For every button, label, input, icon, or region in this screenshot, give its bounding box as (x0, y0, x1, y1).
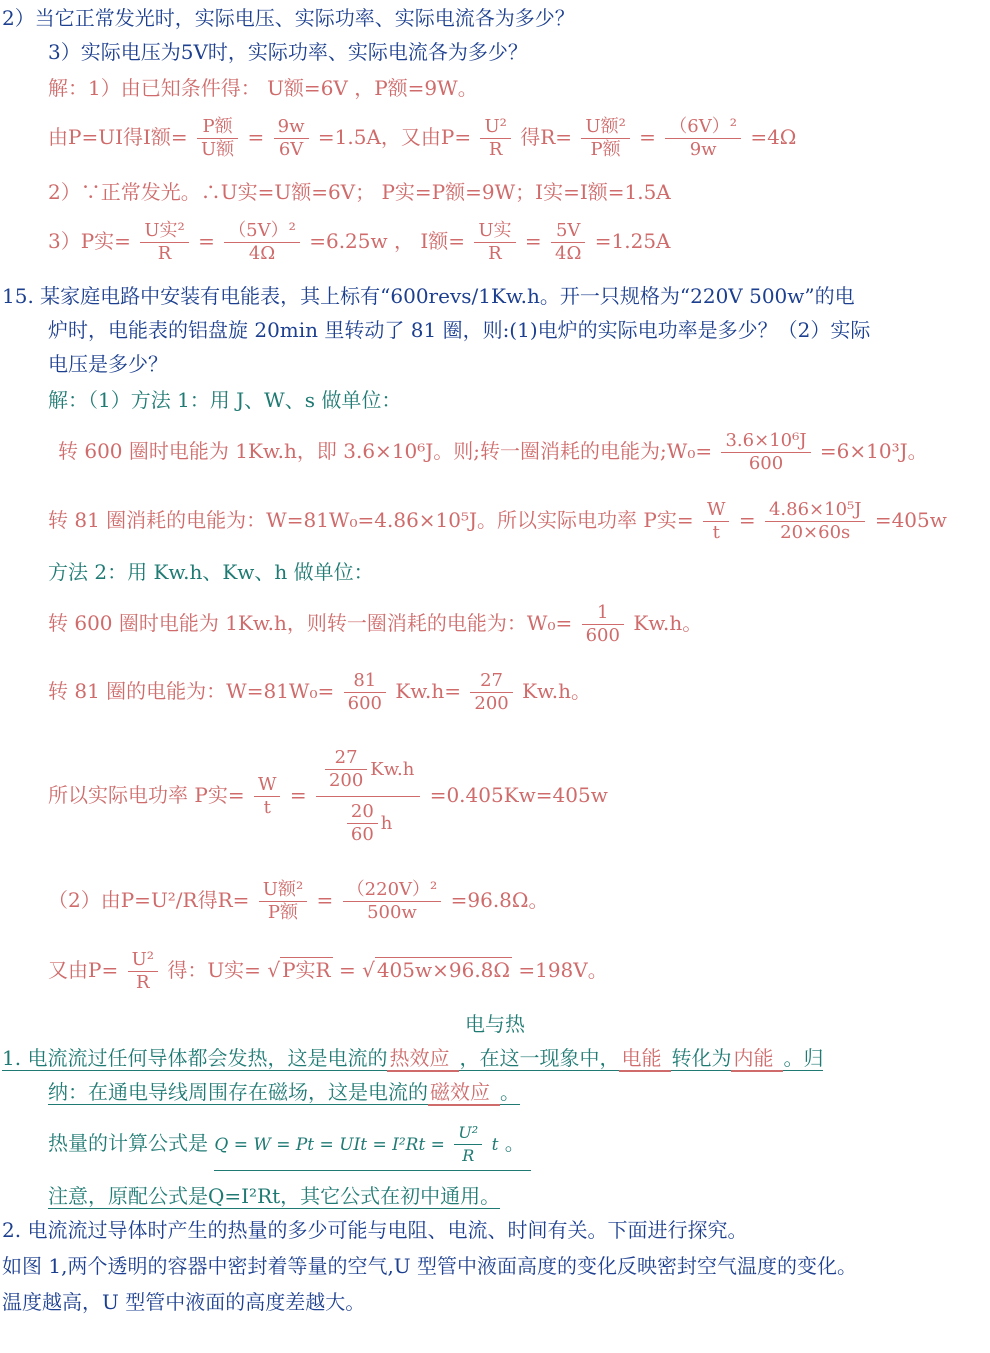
question-line: 2）当它正常发光时，实际电压、实际功率、实际电流各为多少？ (2, 6, 575, 30)
unit: h (380, 813, 393, 834)
numerator: 27 (480, 670, 504, 691)
note: 注意，原配公式是Q=I²Rt，其它公式在初中通用。 (48, 1184, 501, 1208)
denominator: 200 (470, 692, 512, 715)
numerator: 5V (555, 220, 581, 241)
denominator: R (140, 242, 188, 265)
solution-line (48, 664, 591, 718)
text: 纳：在通电导线周围存在磁场，这是电流的 (48, 1080, 428, 1104)
text: 得R= (520, 125, 573, 149)
text: 。 (504, 1131, 525, 1155)
answer-blank: 热效应 (387, 1046, 459, 1072)
denominator: 4Ω (224, 242, 300, 265)
denominator: 600 (721, 452, 810, 475)
sqrt-content: 405w×96.8Ω (376, 958, 510, 982)
numerator: （220V）² (346, 879, 438, 900)
text: 由P=UI得I额= (48, 125, 188, 149)
denominator: U额 (197, 138, 238, 161)
question-line: 电压是多少？ (48, 352, 168, 376)
fraction (259, 879, 307, 924)
text: （2）由P=U²/R得R= (48, 888, 250, 912)
fraction (474, 220, 515, 265)
text: = (524, 229, 542, 253)
denominator: 60 (347, 823, 378, 846)
numerator: 1 (597, 602, 609, 623)
answer-blank: 内能 (731, 1046, 783, 1072)
numerator: 27 (334, 747, 358, 768)
fraction (551, 220, 585, 265)
text: 转 600 圈时电能为 1Kw.h，则转一圈消耗的电能为：W₀= (48, 611, 573, 635)
fraction (470, 670, 512, 715)
fraction (582, 602, 624, 647)
formula-t: t (491, 1135, 499, 1155)
denominator: t (703, 521, 730, 544)
question-line: 15. 某家庭电路中安装有电能表，其上标有“600revs/1Kw.h。开一只规格为“220V 500w”的电 (2, 284, 855, 308)
fraction (140, 220, 188, 265)
fraction (480, 116, 510, 161)
denominator: R (474, 242, 515, 265)
text: 得：U实= (167, 958, 261, 982)
text: = (289, 783, 307, 807)
note-line (48, 1184, 500, 1208)
fraction (581, 116, 629, 161)
method-title: 方法 2：用 Kw.h、Kw、h 做单位： (48, 560, 374, 584)
denominator: R (128, 971, 158, 994)
question-line (2, 1046, 823, 1072)
text: = (738, 508, 756, 532)
formula: Q = W = Pt = UIt = I²Rt = (214, 1135, 445, 1155)
fraction (665, 116, 741, 161)
text: Kw.h= (395, 679, 462, 703)
question-line: 炉时，电能表的铝盘旋 20min 里转动了 81 圈，则:(1)电炉的实际电功率是多少？（2）实际 (48, 318, 871, 342)
formula-line (48, 1118, 531, 1171)
solution-line (48, 730, 608, 860)
section-heading: 电与热 (465, 1012, 525, 1036)
question-line: 3）实际电压为5V时，实际功率、实际电流各为多少？ (48, 40, 528, 64)
text: =405w (874, 508, 947, 532)
fraction (128, 949, 158, 994)
denominator: 500w (343, 901, 442, 924)
fraction (721, 430, 810, 475)
text: 。归 (783, 1046, 824, 1070)
unit: Kw.h (370, 759, 415, 780)
text: ，在这一现象中， (459, 1046, 620, 1070)
denominator: 600 (344, 692, 386, 715)
fraction (325, 747, 367, 792)
numerator: P额 (202, 116, 233, 137)
formula-underline (214, 1118, 530, 1171)
denominator: 20×60s (765, 521, 866, 544)
text: 3）P实= (48, 229, 131, 253)
text: =1.25A (594, 229, 671, 253)
solution-line (48, 942, 608, 998)
text: =4Ω (750, 125, 797, 149)
formula-label: 热量的计算公式是 (48, 1131, 208, 1155)
text: 所以实际电功率 P实= (48, 783, 245, 807)
text: =0.405Kw=405w (429, 783, 608, 807)
text: 转 81 圈的电能为：W=81W₀= (48, 679, 335, 703)
answer-blank: 电能 (619, 1046, 671, 1072)
denominator: 600 (582, 624, 624, 647)
solution-line: 解：1）由已知条件得： U额=6V ，P额=9W。 (48, 76, 478, 100)
numerator: U额² (262, 879, 304, 900)
numerator: 9w (277, 116, 305, 137)
numerator: U² (131, 949, 154, 970)
numerator: U² (458, 1123, 479, 1142)
text: 。 (500, 1080, 520, 1104)
fraction (197, 116, 238, 161)
question-line: 如图 1,两个透明的容器中密封着等量的空气,U 型管中液面高度的变化反映密封空气温度的变化。 (2, 1254, 858, 1278)
text: 转 81 圈消耗的电能为：W=81W₀=4.86×10⁵J。所以实际电功率 P实= (48, 508, 694, 532)
text: 又由P= (48, 958, 119, 982)
compound-numerator (316, 747, 420, 796)
question-line: 2. 电流流过导体时产生的热量的多少可能与电阻、电流、时间有关。下面进行探究。 (2, 1218, 748, 1242)
numerator: 4.86×10⁵J (768, 499, 862, 520)
text: = (338, 958, 356, 982)
text: =6×10³J。 (819, 439, 928, 463)
sqrt-sign: √ (362, 958, 375, 982)
numerator: U实² (144, 220, 185, 241)
text: = (639, 125, 656, 149)
compound-fraction (316, 747, 420, 846)
denominator: 4Ω (551, 242, 585, 265)
text: Kw.h。 (522, 679, 592, 703)
denominator: R (454, 1144, 482, 1167)
fraction (254, 774, 281, 819)
numerator: U² (484, 116, 507, 137)
numerator: （5V）² (228, 220, 296, 241)
sqrt-content: P实R (282, 958, 331, 982)
solution-line (48, 216, 671, 266)
numerator: 3.6×10⁶J (725, 430, 807, 451)
fraction (344, 670, 386, 715)
answer-blank: 磁效应 (428, 1080, 500, 1106)
text: = (247, 125, 265, 149)
denominator: 9w (665, 138, 741, 161)
numerator: W (257, 774, 277, 795)
fraction (224, 220, 300, 265)
sqrt-sign: √ (267, 958, 281, 982)
fraction (703, 499, 730, 544)
text: =1.5A，又由P= (317, 125, 472, 149)
denominator: P额 (259, 901, 307, 924)
compound-denominator (316, 796, 420, 846)
fraction (347, 801, 378, 846)
question-line: 温度越高，U 型管中液面的高度差越大。 (2, 1290, 366, 1314)
solution-line (58, 424, 928, 478)
denominator: R (480, 138, 510, 161)
numerator: （6V）² (669, 116, 737, 137)
method-title: 解：（1）方法 1：用 J、W、s 做单位： (48, 388, 402, 412)
text: Kw.h。 (633, 611, 703, 635)
denominator: t (254, 796, 281, 819)
text: = (316, 888, 334, 912)
question-line (48, 1080, 520, 1106)
solution-line (48, 872, 548, 928)
denominator: 6V (274, 138, 309, 161)
fraction (274, 116, 309, 161)
text: = (198, 229, 215, 253)
numerator: U额² (585, 116, 626, 137)
text: 1. 电流流过任何导体都会发热，这是电流的 (2, 1046, 388, 1070)
fraction (765, 499, 866, 544)
solution-line (48, 596, 702, 650)
fraction (454, 1122, 482, 1167)
denominator: P额 (581, 138, 629, 161)
numerator: 81 (353, 670, 377, 691)
solution-line: 2）∵正常发光。∴U实=U额=6V； P实=P额=9W；I实=I额=1.5A (48, 180, 671, 204)
solution-line (48, 494, 947, 546)
text: =198V。 (518, 958, 608, 982)
text: 转 600 圈时电能为 1Kw.h，即 3.6×10⁶J。则;转一圈消耗的电能为;W₀= (58, 439, 713, 463)
numerator: U实 (478, 220, 512, 241)
solution-line (48, 112, 796, 162)
denominator: 200 (325, 769, 367, 792)
text: =6.25w ， I额= (309, 229, 465, 253)
fraction (343, 879, 442, 924)
text: 转化为 (671, 1046, 732, 1070)
numerator: 20 (350, 801, 374, 822)
numerator: W (706, 499, 726, 520)
text: =96.8Ω。 (450, 888, 549, 912)
